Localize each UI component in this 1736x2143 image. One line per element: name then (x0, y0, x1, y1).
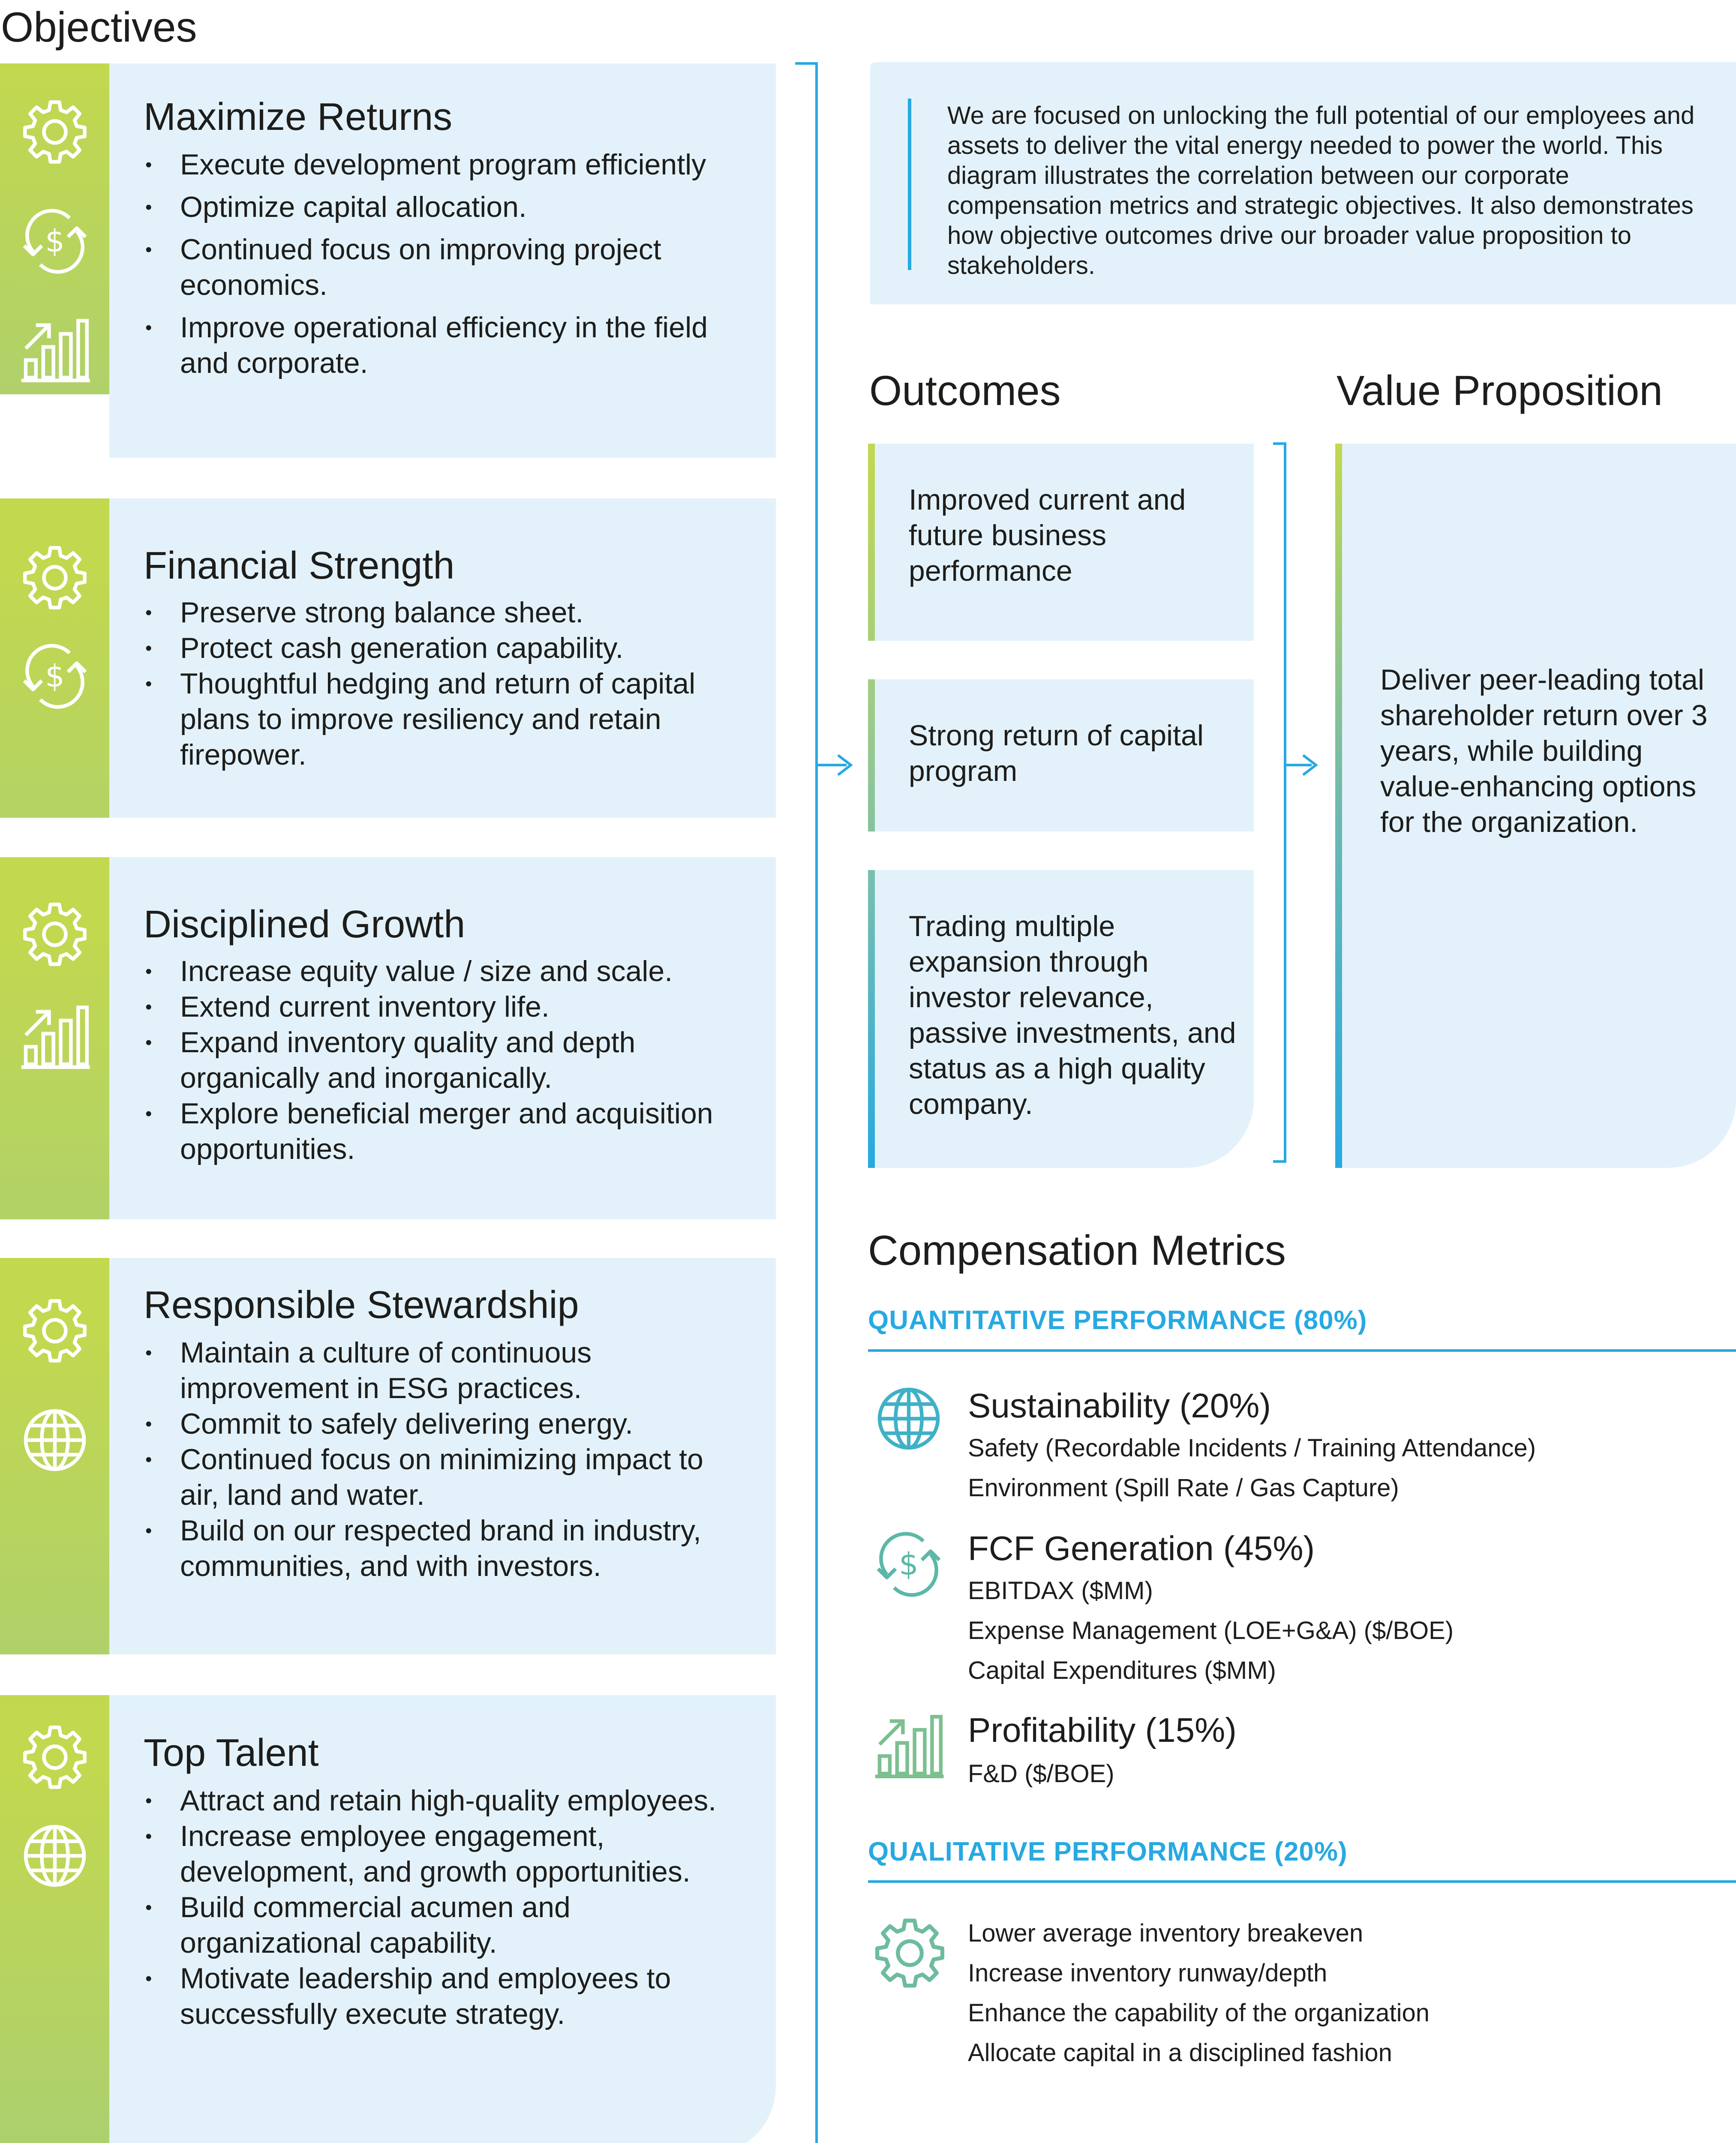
value-proposition-accent-bar (1335, 444, 1342, 1168)
bar-chart-icon (872, 1708, 945, 1781)
outcome-box (868, 870, 1254, 1168)
bullet-item: • Preserve strong balance sheet. (144, 595, 752, 630)
bullet-item: • Optimize capital allocation. (144, 189, 744, 225)
metric-item: Safety (Recordable Incidents / Training Attendance) (968, 1434, 1536, 1462)
metric-item: Capital Expenditures ($MM) (968, 1657, 1276, 1684)
metric-item: EBITDAX ($MM) (968, 1577, 1153, 1605)
bullet-item: • Build commercial acumen and organizational capability. (144, 1890, 744, 1961)
objectives-heading: Objectives (1, 3, 197, 51)
bullet-item: • Continued focus on improving project economics. (144, 232, 744, 303)
value-proposition-box (1335, 444, 1736, 1168)
outcomes-heading: Outcomes (869, 367, 1061, 414)
outcome-box (868, 679, 1254, 831)
qualitative-item: Increase inventory runway/depth (968, 1959, 1328, 1987)
outcome-text: Strong return of capital program (909, 719, 1204, 787)
qualitative-item: Enhance the capability of the organization (968, 1999, 1430, 2027)
bullet-item: • Motivate leadership and employees to successfully execute strategy. (144, 1961, 744, 2032)
bullet-item: • Commit to safely delivering energy. (144, 1406, 744, 1442)
bullet-item: • Protect cash generation capability. (144, 630, 752, 666)
bullet-item: • Thoughtful hedging and return of capital plans to improve resiliency and retain firepower. (144, 666, 752, 773)
bullet-item: • Increase equity value / size and scale. (144, 954, 744, 989)
bullet-item: • Extend current inventory life. (144, 989, 744, 1025)
outcome-box (868, 444, 1254, 641)
bullet-item: • Execute development program efficiently (144, 147, 744, 183)
panel-title: Disciplined Growth (144, 903, 466, 946)
bullet-item: • Increase employee engagement, development, and growth opportunities. (144, 1819, 744, 1890)
bullet-item: • Expand inventory quality and depth organically and inorganically. (144, 1025, 744, 1096)
bullet-item: • Explore beneficial merger and acquisition opportunities. (144, 1096, 744, 1167)
outcomes-bracket (1273, 444, 1285, 1162)
qualitative-label: QUALITATIVE PERFORMANCE (20%) (868, 1837, 1348, 1867)
value-proposition-text: Deliver peer-leading total shareholder return over 3 years, while building value-enhancing options for the organization. (1380, 663, 1708, 838)
qualitative-item: Allocate capital in a disciplined fashion (968, 2039, 1392, 2067)
metric-item: F&D ($/BOE) (968, 1760, 1114, 1788)
metric-title: FCF Generation (45%) (968, 1529, 1315, 1567)
gear-icon (870, 1916, 949, 1995)
bullet-item: • Improve operational efficiency in the field and corporate. (144, 310, 744, 381)
outcome-text: Improved current and future business performance (909, 483, 1186, 587)
objectives-bracket (795, 63, 817, 2143)
quantitative-label: QUANTITATIVE PERFORMANCE (80%) (868, 1306, 1367, 1335)
globe-icon (872, 1382, 945, 1455)
outcome-text: Trading multiple expansion through investor relevance, passive investments, and status as a high quality company. (909, 910, 1236, 1120)
intro-text: We are focused on unlocking the full potential of our employees and assets to deliver the vital energy needed to power the world. This diagram illustrates the correlation between our corporate compensation metrics and strategic objectives. It also demonstrates how objective outcomes drive our broader value proposition to stakeholders. (947, 102, 1695, 279)
quantitative-rule (868, 1349, 1736, 1352)
panel-title: Responsible Stewardship (144, 1284, 579, 1327)
metric-item: Environment (Spill Rate / Gas Capture) (968, 1474, 1399, 1502)
value-proposition-heading: Value Proposition (1337, 367, 1663, 414)
intro-accent-bar (908, 99, 911, 270)
metric-item: Expense Management (LOE+G&A) ($/BOE) (968, 1617, 1454, 1645)
compensation-heading: Compensation Metrics (868, 1227, 1286, 1274)
intro-box (870, 62, 1736, 304)
bullet-item: • Maintain a culture of continuous improvement in ESG practices. (144, 1335, 744, 1406)
panel-title: Top Talent (144, 1732, 319, 1774)
qualitative-item: Lower average inventory breakeven (968, 1919, 1364, 1947)
qualitative-rule (868, 1880, 1736, 1883)
bullet-item: • Build on our respected brand in industry, communities, and with investors. (144, 1513, 744, 1584)
panel-title: Maximize Returns (144, 96, 453, 138)
bullet-item: • Attract and retain high-quality employees. (144, 1783, 744, 1819)
panel-title: Financial Strength (144, 544, 455, 587)
bullet-item: • Continued focus on minimizing impact to air, land and water. (144, 1442, 744, 1513)
metric-title: Sustainability (20%) (968, 1387, 1271, 1425)
dollar-cycle-icon (872, 1528, 945, 1601)
metric-title: Profitability (15%) (968, 1711, 1237, 1749)
